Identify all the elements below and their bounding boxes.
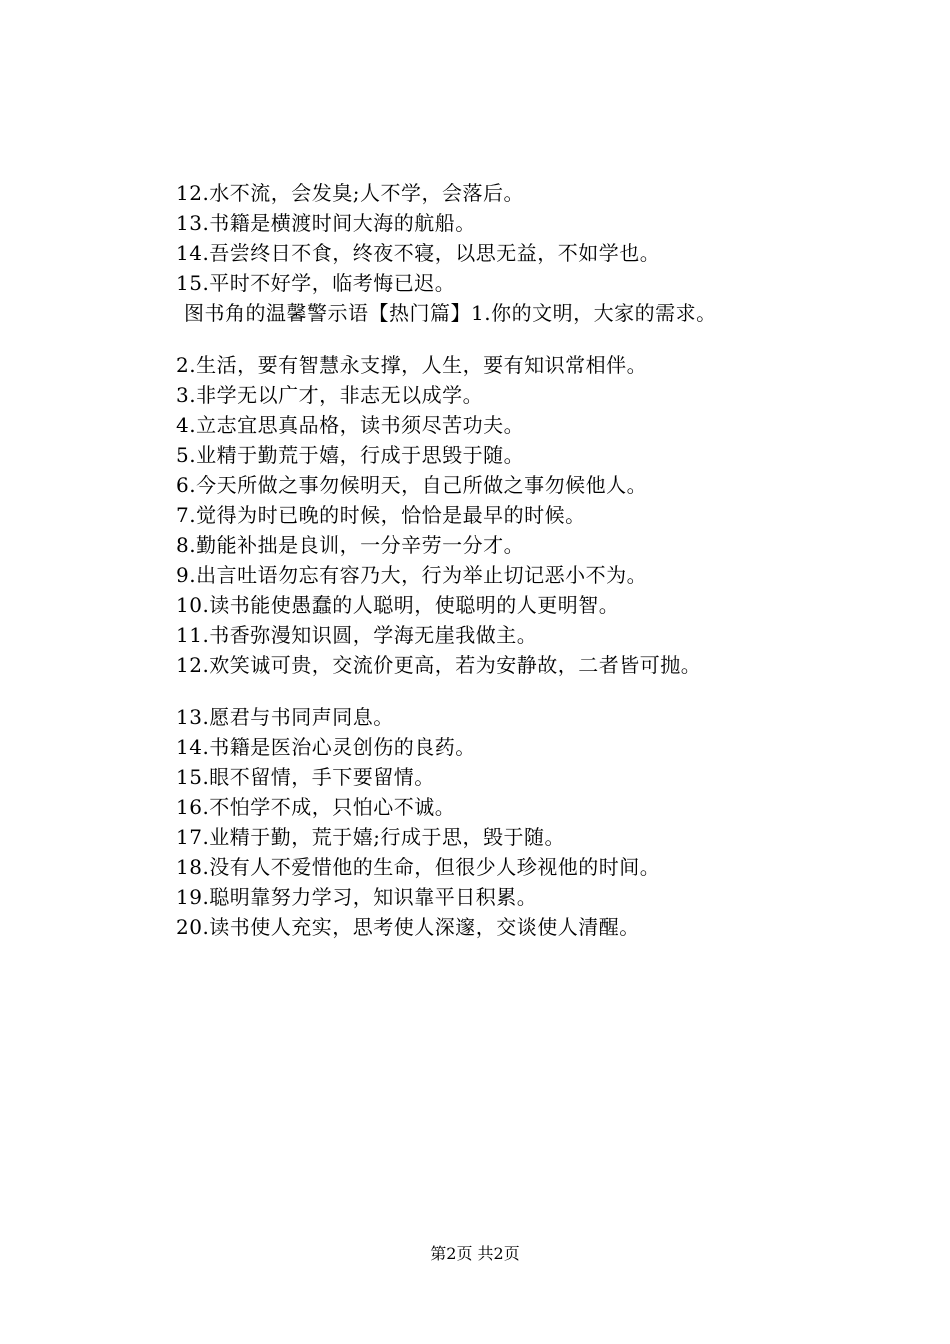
- list-item: 14.书籍是医治心灵创伤的良药。: [176, 735, 476, 759]
- list-item: 12.欢笑诚可贵，交流价更高，若为安静故，二者皆可抛。: [176, 653, 702, 677]
- list-item: 9.出言吐语勿忘有容乃大，行为举止切记恶小不为。: [176, 563, 648, 587]
- list-item: 5.业精于勤荒于嬉，行成于思毁于随。: [176, 443, 525, 467]
- page-number-footer: 第2页 共2页: [430, 1244, 520, 1263]
- list-item: 11.书香弥漫知识圆，学海无崖我做主。: [176, 623, 538, 647]
- list-item: 6.今天所做之事勿候明天，自己所做之事勿候他人。: [176, 473, 648, 497]
- section-heading: 图书角的温馨警示语【热门篇】1.你的文明，大家的需求。: [184, 301, 717, 325]
- list-item: 10.读书能使愚蠢的人聪明，使聪明的人更明智。: [176, 593, 620, 617]
- paragraph-gap: [176, 328, 876, 350]
- list-item: 2.生活，要有智慧永支撑，人生，要有知识常相伴。: [176, 353, 648, 377]
- list-item: 3.非学无以广才，非志无以成学。: [176, 383, 484, 407]
- list-item: 13.愿君与书同声同息。: [176, 705, 394, 729]
- list-item: 17.业精于勤，荒于嬉;行成于思，毁于随。: [176, 825, 566, 849]
- list-item: 15.眼不留情，手下要留情。: [176, 765, 435, 789]
- list-item: 14.吾尝终日不食，终夜不寝，以思无益，不如学也。: [176, 241, 661, 265]
- document-body: [176, 178, 876, 942]
- list-item: 7.觉得为时已晚的时候，恰恰是最早的时候。: [176, 503, 586, 527]
- list-item: 8.勤能补拙是良训，一分辛劳一分才。: [176, 533, 525, 557]
- list-item: 20.读书使人充实，思考使人深邃，交谈使人清醒。: [176, 915, 640, 939]
- paragraph-gap: [176, 680, 876, 702]
- list-item: 12.水不流，会发臭;人不学，会落后。: [176, 181, 525, 205]
- list-item: 15.平时不好学，临考悔已迟。: [176, 271, 456, 295]
- list-item: 19.聪明靠努力学习，知识靠平日积累。: [176, 885, 538, 909]
- list-item: 13.书籍是横渡时间大海的航船。: [176, 211, 476, 235]
- list-item: 16.不怕学不成，只怕心不诚。: [176, 795, 456, 819]
- list-item: 4.立志宜思真品格，读书须尽苦功夫。: [176, 413, 525, 437]
- list-item: 18.没有人不爱惜他的生命，但很少人珍视他的时间。: [176, 855, 661, 879]
